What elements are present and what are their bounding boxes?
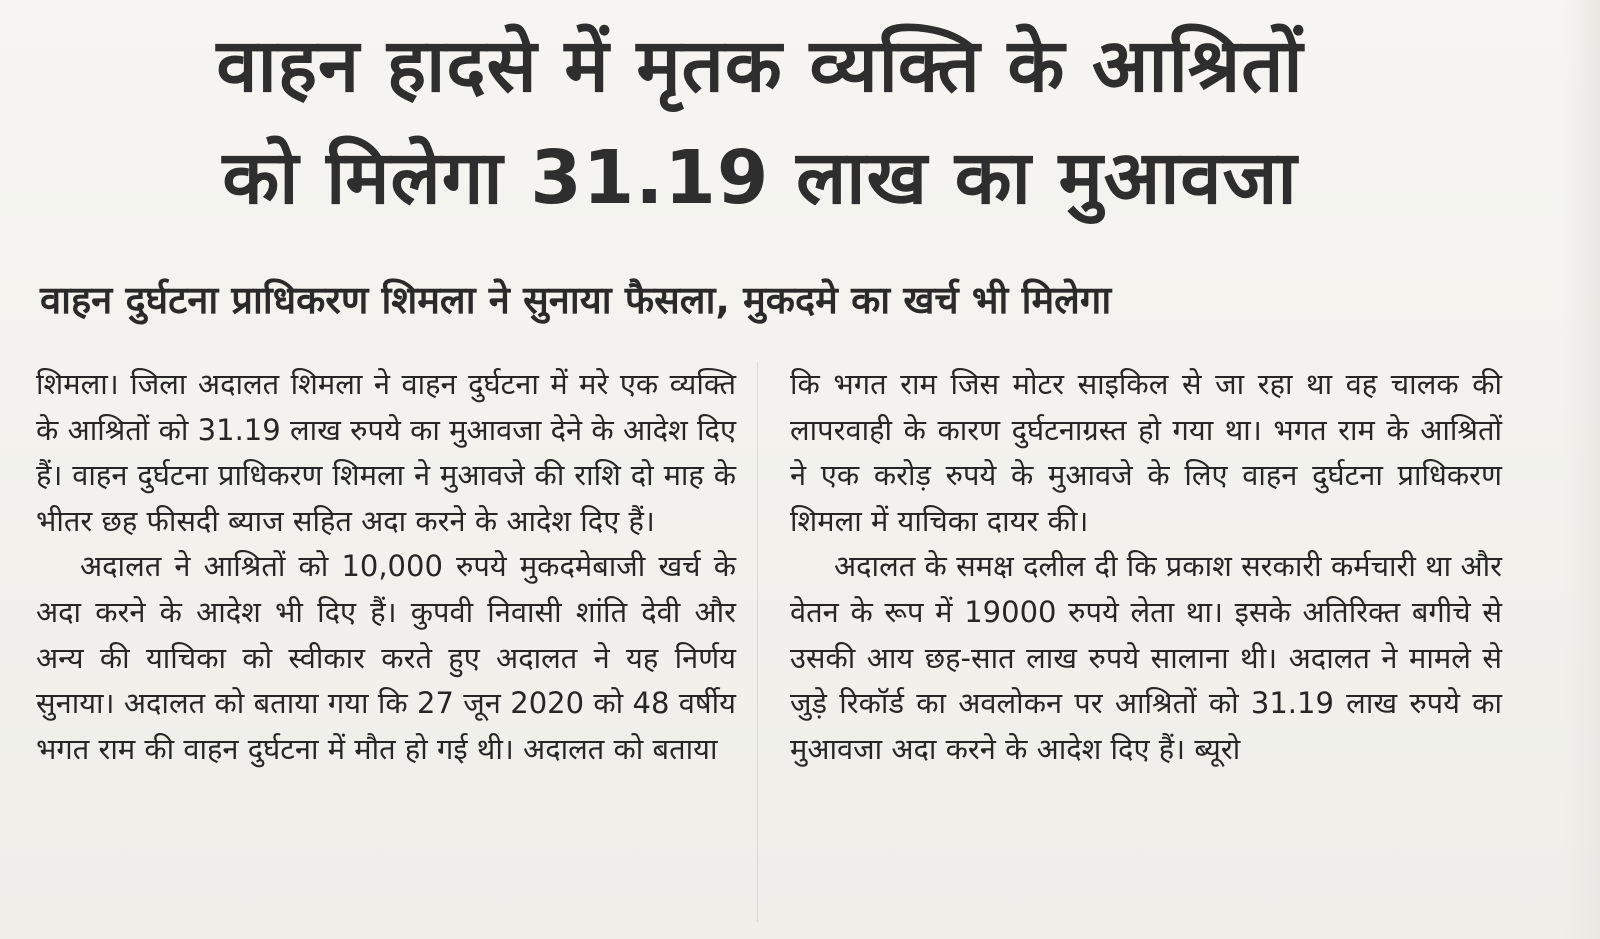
- headline-line-2: को मिलेगा 31.19 लाख का मुआवजा: [222, 135, 1298, 221]
- left-paragraph-2: अदालत ने आश्रितों को 10,000 रुपये मुकदमेबाजी खर्च के अदा करने के आदेश भी दिए हैं। कुपवी निवासी शांति देवी और अन्य की याचिका को स्वीकार करते हुए अदालत ने यह निर्णय सुनाया। अदालत को बताया गया कि 27 जून 2020 को 48 वर्षीय भगत राम की वाहन दुर्घटना में मौत हो गई थी। अदालत को बताया: [36, 549, 736, 766]
- subheadline: वाहन दुर्घटना प्राधिकरण शिमला ने सुनाया फैसला, मुकदमे का खर्च भी मिलेगा: [40, 278, 1112, 322]
- headline-line-1: वाहन हादसे में मृतक व्यक्ति के आश्रितों: [216, 23, 1304, 109]
- right-paragraph-1: कि भगत राम जिस मोटर साइकिल से जा रहा था वह चालक की लापरवाही के कारण दुर्घटनाग्रस्त हो गया था। भगत राम के आश्रितों ने एक करोड़ रुपये के मुआवजे के लिए वाहन दुर्घटना प्राधिकरण शिमला में याचिका दायर की।: [790, 367, 1502, 538]
- paper-edge-shadow: [1564, 0, 1600, 939]
- article-column-left: [36, 362, 736, 772]
- column-divider: [757, 362, 758, 922]
- article-column-right: [790, 362, 1502, 772]
- left-paragraph-1: शिमला। जिला अदालत शिमला ने वाहन दुर्घटना में मरे एक व्यक्ति के आश्रितों को 31.19 लाख रुपये का मुआवजा देने के आदेश दिए हैं। वाहन दुर्घटना प्राधिकरण शिमला ने मुआवजे की राशि दो माह के भीतर छह फीसदी ब्याज सहित अदा करने के आदेश दिए हैं।: [36, 367, 736, 538]
- right-paragraph-2: अदालत के समक्ष दलील दी कि प्रकाश सरकारी कर्मचारी था और वेतन के रूप में 19000 रुपये लेता था। इसके अतिरिक्त बगीचे से उसकी आय छह-सात लाख रुपये सालाना थी। अदालत ने मामले से जुड़े रिकॉर्ड का अवलोकन पर आश्रितों को 31.19 लाख रुपये का मुआवजा अदा करने के आदेश दिए हैं। ब्यूरो: [790, 549, 1502, 766]
